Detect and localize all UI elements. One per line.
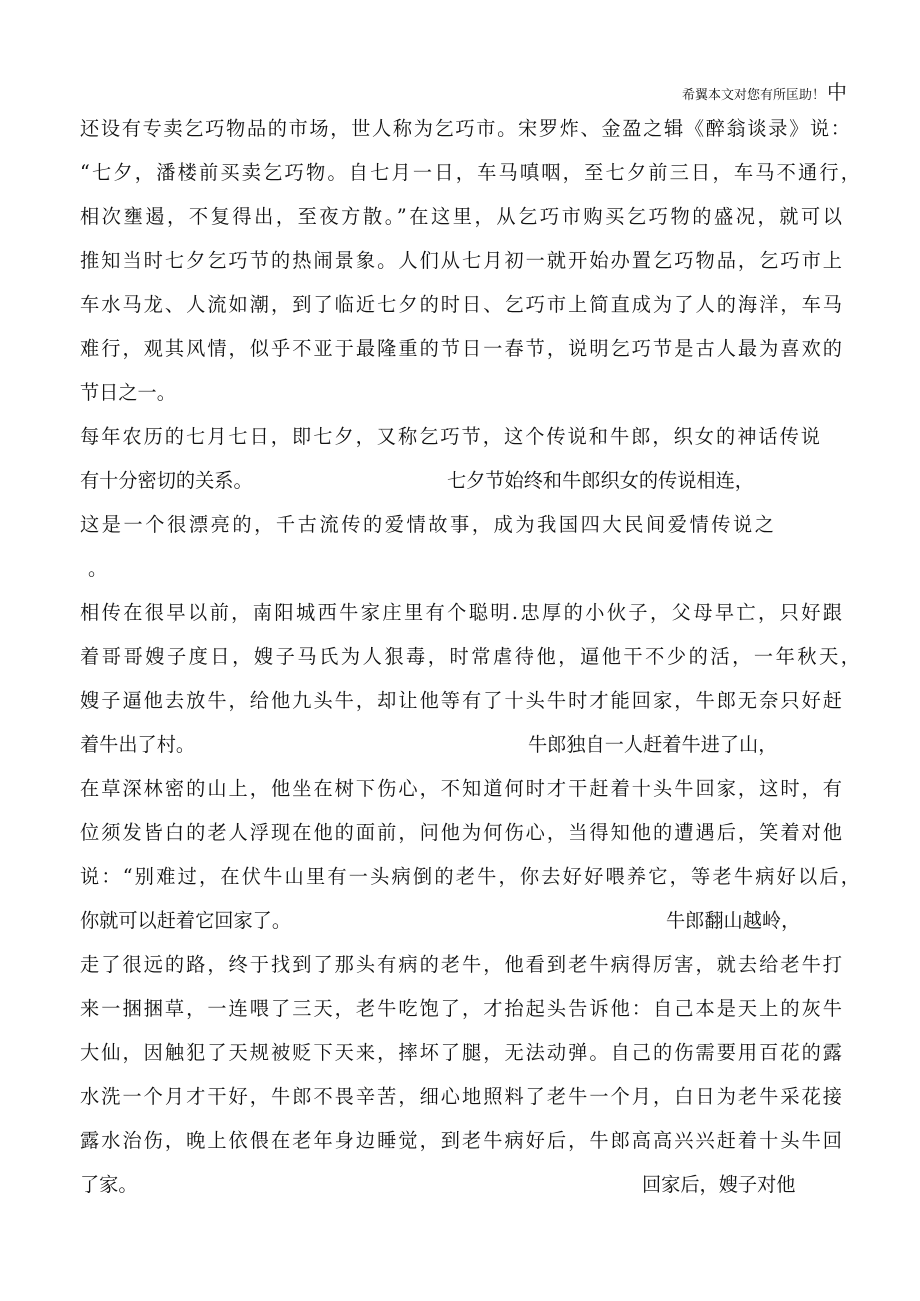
text-line: 相次壅遏，不复得出，至夜方散。”在这里，从乞巧市购买乞巧物的盛况，就可以 [80, 205, 842, 228]
text-line: 牛郎翻山越岭， [666, 909, 801, 932]
text-line: 推知当时七夕乞巧节的热闹景象。人们从七月初一就开始办置乞巧物品，乞巧市上 [80, 249, 842, 272]
text-line: 你就可以赶着它回家了。 [80, 909, 292, 932]
header-text: 希翼本文对您有所匡助！ [681, 88, 825, 103]
text-line: 相传在很早以前，南阳城西牛家庄里有个聪明.忠厚的小伙子，父母早亡，只好跟 [80, 601, 842, 624]
text-line: 节日之一。 [80, 381, 176, 404]
text-line: 着牛出了村。 [80, 733, 196, 756]
text-line: 每年农历的七月七日，即七夕，又称乞巧节，这个传说和牛郎，织女的神话传说 [80, 425, 820, 448]
text-line: 水洗一个月才干好，牛郎不畏辛苦，细心地照料了老牛一个月，白日为老牛采花接 [80, 1085, 842, 1108]
text-line: 难行，观其风情，似乎不亚于最隆重的节日一春节，说明乞巧节是古人最为喜欢的 [80, 337, 842, 360]
text-line: 七夕节始终和牛郎织女的传说相连， [447, 469, 754, 492]
text-line: 着哥哥嫂子度日，嫂子马氏为人狠毒，时常虐待他，逼他干不少的活，一年秋天， [80, 645, 860, 668]
text-line: 说：“别难过，在伏牛山里有一头病倒的老牛，你去好好喂养它，等老牛病好以后， [80, 865, 860, 888]
text-line: 在草深林密的山上，他坐在树下伤心，不知道何时才干赶着十头牛回家，这时，有 [80, 777, 842, 800]
text-line: 这是一个很漂亮的，千古流传的爱情故事，成为我国四大民间爱情传说之 [80, 513, 774, 536]
text-line: 嫂子逼他去放牛，给他九头牛，却让他等有了十头牛时才能回家，牛郎无奈只好赶 [80, 689, 842, 712]
text-line: 了家。 [80, 1173, 138, 1196]
text-line: 露水治伤，晚上依偎在老年身边睡觉，到老牛病好后，牛郎高高兴兴赶着十头牛回 [80, 1129, 842, 1152]
text-line: 回家后，嫂子对他 [642, 1173, 796, 1196]
text-line: 。 [88, 557, 108, 580]
text-line: 大仙，因触犯了天规被贬下天来，摔坏了腿，无法动弹。自己的伤需要用百花的露 [80, 1041, 842, 1064]
text-line: 还设有专卖乞巧物品的市场，世人称为乞巧市。宋罗炸、金盈之辑《醉翁谈录》说： [80, 117, 850, 140]
text-line: 牛郎独自一人赶着牛进了山， [528, 733, 778, 756]
page-header [682, 76, 847, 105]
text-line: “七夕，潘楼前买卖乞巧物。自七月一日，车马嗔咽，至七夕前三日，车马不通行， [80, 161, 860, 184]
text-line: 来一捆捆草，一连喂了三天，老牛吃饱了，才抬起头告诉他：自己本是天上的灰牛 [80, 997, 842, 1020]
text-line: 位须发皆白的老人浮现在他的面前，问他为何伤心，当得知他的遭遇后，笑着对他 [80, 821, 842, 844]
header-mark: 中 [827, 80, 847, 104]
text-line: 有十分密切的关系。 [80, 469, 253, 492]
text-line: 车水马龙、人流如潮，到了临近七夕的时日、乞巧市上简直成为了人的海洋，车马 [80, 293, 842, 316]
text-line: 走了很远的路，终于找到了那头有病的老牛，他看到老牛病得厉害，就去给老牛打 [80, 953, 842, 976]
